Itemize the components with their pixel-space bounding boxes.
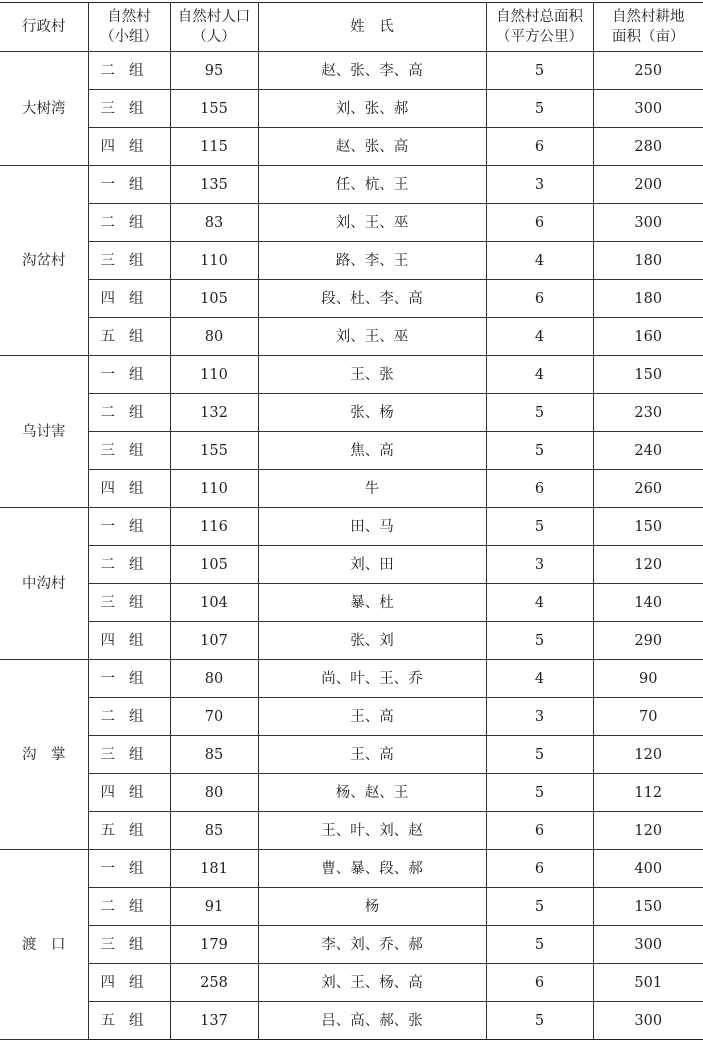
- farmland-area-cell: 150: [593, 508, 703, 546]
- total-area-cell: 6: [486, 850, 593, 888]
- table-row: [0, 926, 703, 964]
- population-cell: 70: [170, 698, 258, 736]
- admin-village-cell: 大树湾: [0, 52, 88, 166]
- table-row: [0, 242, 703, 280]
- table-row: [0, 584, 703, 622]
- surnames-cell: 张、刘: [258, 622, 486, 660]
- table-row: [0, 660, 703, 698]
- population-cell: 181: [170, 850, 258, 888]
- table-row: [0, 432, 703, 470]
- surnames-cell: 路、李、王: [258, 242, 486, 280]
- header-admin-village: 行政村: [0, 3, 88, 52]
- surnames-cell: 段、杜、李、高: [258, 280, 486, 318]
- farmland-area-cell: 120: [593, 736, 703, 774]
- farmland-area-cell: 200: [593, 166, 703, 204]
- population-cell: 80: [170, 660, 258, 698]
- natural-village-cell: 二组: [88, 888, 170, 926]
- population-cell: 104: [170, 584, 258, 622]
- natural-village-cell: 二组: [88, 546, 170, 584]
- table-row: [0, 546, 703, 584]
- natural-village-cell: 五组: [88, 812, 170, 850]
- header-natural-village: 自然村 （小组）: [88, 3, 170, 52]
- header-row: [0, 3, 703, 52]
- farmland-area-cell: 180: [593, 280, 703, 318]
- table-row: [0, 622, 703, 660]
- total-area-cell: 6: [486, 964, 593, 1002]
- total-area-cell: 5: [486, 90, 593, 128]
- header-population: 自然村人口 （人）: [170, 3, 258, 52]
- population-cell: 80: [170, 318, 258, 356]
- village-table: [0, 2, 703, 1040]
- farmland-area-cell: 280: [593, 128, 703, 166]
- table-row: [0, 774, 703, 812]
- surnames-cell: 王、高: [258, 736, 486, 774]
- total-area-cell: 5: [486, 508, 593, 546]
- surnames-cell: 暴、杜: [258, 584, 486, 622]
- table-row: [0, 698, 703, 736]
- farmland-area-cell: 150: [593, 356, 703, 394]
- population-cell: 115: [170, 128, 258, 166]
- admin-village-cell: 乌讨害: [0, 356, 88, 508]
- surnames-cell: 杨: [258, 888, 486, 926]
- farmland-area-cell: 300: [593, 1002, 703, 1040]
- table-body: [0, 52, 703, 1040]
- surnames-cell: 刘、王、杨、高: [258, 964, 486, 1002]
- total-area-cell: 6: [486, 204, 593, 242]
- population-cell: 110: [170, 470, 258, 508]
- population-cell: 155: [170, 90, 258, 128]
- farmland-area-cell: 160: [593, 318, 703, 356]
- natural-village-cell: 三组: [88, 926, 170, 964]
- header-total-area: 自然村总面积 （平方公里）: [486, 3, 593, 52]
- surnames-cell: 尚、叶、王、乔: [258, 660, 486, 698]
- farmland-area-cell: 250: [593, 52, 703, 90]
- natural-village-cell: 一组: [88, 508, 170, 546]
- farmland-area-cell: 70: [593, 698, 703, 736]
- farmland-area-cell: 300: [593, 204, 703, 242]
- table-row: [0, 470, 703, 508]
- surnames-cell: 李、刘、乔、郝: [258, 926, 486, 964]
- surnames-cell: 牛: [258, 470, 486, 508]
- natural-village-cell: 三组: [88, 242, 170, 280]
- total-area-cell: 5: [486, 52, 593, 90]
- table-row: [0, 850, 703, 888]
- table-row: [0, 356, 703, 394]
- population-cell: 105: [170, 546, 258, 584]
- table-row: [0, 52, 703, 90]
- table-row: [0, 964, 703, 1002]
- natural-village-cell: 四组: [88, 622, 170, 660]
- population-cell: 116: [170, 508, 258, 546]
- total-area-cell: 4: [486, 584, 593, 622]
- natural-village-cell: 五组: [88, 1002, 170, 1040]
- table-row: [0, 90, 703, 128]
- farmland-area-cell: 260: [593, 470, 703, 508]
- total-area-cell: 5: [486, 1002, 593, 1040]
- surnames-cell: 刘、王、巫: [258, 318, 486, 356]
- natural-village-cell: 一组: [88, 356, 170, 394]
- population-cell: 135: [170, 166, 258, 204]
- total-area-cell: 5: [486, 888, 593, 926]
- natural-village-cell: 三组: [88, 736, 170, 774]
- natural-village-cell: 四组: [88, 774, 170, 812]
- natural-village-cell: 四组: [88, 128, 170, 166]
- table-row: [0, 204, 703, 242]
- table-row: [0, 812, 703, 850]
- population-cell: 80: [170, 774, 258, 812]
- farmland-area-cell: 501: [593, 964, 703, 1002]
- farmland-area-cell: 90: [593, 660, 703, 698]
- total-area-cell: 6: [486, 280, 593, 318]
- farmland-area-cell: 240: [593, 432, 703, 470]
- natural-village-cell: 一组: [88, 850, 170, 888]
- total-area-cell: 5: [486, 736, 593, 774]
- admin-village-cell: 中沟村: [0, 508, 88, 660]
- surnames-cell: 张、杨: [258, 394, 486, 432]
- population-cell: 91: [170, 888, 258, 926]
- population-cell: 155: [170, 432, 258, 470]
- surnames-cell: 刘、王、巫: [258, 204, 486, 242]
- population-cell: 83: [170, 204, 258, 242]
- population-cell: 179: [170, 926, 258, 964]
- population-cell: 110: [170, 242, 258, 280]
- total-area-cell: 3: [486, 166, 593, 204]
- header-surnames: 姓 氏: [258, 3, 486, 52]
- population-cell: 107: [170, 622, 258, 660]
- population-cell: 85: [170, 812, 258, 850]
- farmland-area-cell: 290: [593, 622, 703, 660]
- natural-village-cell: 二组: [88, 52, 170, 90]
- population-cell: 110: [170, 356, 258, 394]
- surnames-cell: 焦、高: [258, 432, 486, 470]
- table-row: [0, 166, 703, 204]
- natural-village-cell: 一组: [88, 166, 170, 204]
- natural-village-cell: 三组: [88, 584, 170, 622]
- population-cell: 85: [170, 736, 258, 774]
- natural-village-cell: 四组: [88, 470, 170, 508]
- total-area-cell: 4: [486, 660, 593, 698]
- natural-village-cell: 五组: [88, 318, 170, 356]
- population-cell: 258: [170, 964, 258, 1002]
- surnames-cell: 王、高: [258, 698, 486, 736]
- total-area-cell: 6: [486, 128, 593, 166]
- farmland-area-cell: 180: [593, 242, 703, 280]
- total-area-cell: 5: [486, 394, 593, 432]
- surnames-cell: 曹、暴、段、郝: [258, 850, 486, 888]
- total-area-cell: 4: [486, 318, 593, 356]
- table-row: [0, 318, 703, 356]
- total-area-cell: 5: [486, 926, 593, 964]
- admin-village-cell: 沟岔村: [0, 166, 88, 356]
- natural-village-cell: 三组: [88, 432, 170, 470]
- table-row: [0, 394, 703, 432]
- population-cell: 105: [170, 280, 258, 318]
- total-area-cell: 3: [486, 698, 593, 736]
- table-row: [0, 1002, 703, 1040]
- population-cell: 95: [170, 52, 258, 90]
- farmland-area-cell: 112: [593, 774, 703, 812]
- surnames-cell: 刘、田: [258, 546, 486, 584]
- surnames-cell: 任、杭、王: [258, 166, 486, 204]
- population-cell: 137: [170, 1002, 258, 1040]
- farmland-area-cell: 400: [593, 850, 703, 888]
- table-row: [0, 736, 703, 774]
- total-area-cell: 5: [486, 774, 593, 812]
- total-area-cell: 4: [486, 242, 593, 280]
- farmland-area-cell: 230: [593, 394, 703, 432]
- surnames-cell: 赵、张、高: [258, 128, 486, 166]
- natural-village-cell: 四组: [88, 280, 170, 318]
- total-area-cell: 5: [486, 622, 593, 660]
- total-area-cell: 6: [486, 470, 593, 508]
- total-area-cell: 3: [486, 546, 593, 584]
- table-row: [0, 128, 703, 166]
- natural-village-cell: 四组: [88, 964, 170, 1002]
- admin-village-cell: 沟 掌: [0, 660, 88, 850]
- natural-village-cell: 二组: [88, 394, 170, 432]
- table-row: [0, 508, 703, 546]
- total-area-cell: 5: [486, 432, 593, 470]
- surnames-cell: 吕、高、郝、张: [258, 1002, 486, 1040]
- surnames-cell: 田、马: [258, 508, 486, 546]
- farmland-area-cell: 120: [593, 812, 703, 850]
- table-header: [0, 3, 703, 52]
- surnames-cell: 刘、张、郝: [258, 90, 486, 128]
- farmland-area-cell: 120: [593, 546, 703, 584]
- total-area-cell: 4: [486, 356, 593, 394]
- natural-village-cell: 三组: [88, 90, 170, 128]
- table-row: [0, 280, 703, 318]
- surnames-cell: 王、叶、刘、赵: [258, 812, 486, 850]
- natural-village-cell: 二组: [88, 698, 170, 736]
- population-cell: 132: [170, 394, 258, 432]
- farmland-area-cell: 140: [593, 584, 703, 622]
- table-row: [0, 888, 703, 926]
- farmland-area-cell: 300: [593, 90, 703, 128]
- farmland-area-cell: 150: [593, 888, 703, 926]
- header-farmland-area: 自然村耕地 面积（亩）: [593, 3, 703, 52]
- admin-village-cell: 渡 口: [0, 850, 88, 1040]
- surnames-cell: 王、张: [258, 356, 486, 394]
- natural-village-cell: 一组: [88, 660, 170, 698]
- surnames-cell: 杨、赵、王: [258, 774, 486, 812]
- farmland-area-cell: 300: [593, 926, 703, 964]
- surnames-cell: 赵、张、李、高: [258, 52, 486, 90]
- natural-village-cell: 二组: [88, 204, 170, 242]
- total-area-cell: 6: [486, 812, 593, 850]
